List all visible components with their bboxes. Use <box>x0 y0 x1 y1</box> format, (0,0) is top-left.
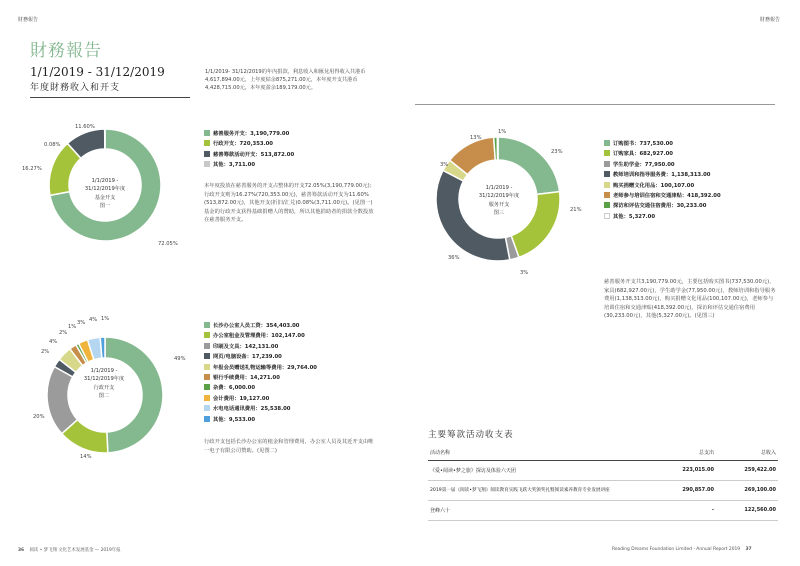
legend-label: 水电电话通讯费用：25,538.00 <box>213 406 291 413</box>
chart1-legend-item <box>204 130 294 140</box>
fund-table-title: 主要筹款活动收支表 <box>428 430 514 440</box>
legend-label: 网页/电脑设备：17,239.00 <box>213 354 282 361</box>
chart2-legend <box>204 322 317 426</box>
footer-left-text: 阅读 • 梦飞翔 文化艺术发展基金 — 2019年报 <box>29 548 121 553</box>
legend-label: 印刷及文具：142,131.00 <box>213 343 279 350</box>
legend-swatch <box>604 213 610 219</box>
period-heading: 1/1/2019 - 31/12/2019 <box>30 65 165 79</box>
legend-swatch <box>204 384 210 390</box>
legend-swatch <box>204 130 210 136</box>
header-right-label: 財務報告 <box>760 17 781 23</box>
legend-label: 教师培训和指导服务费：1,138,313.00 <box>613 172 711 179</box>
legend-label: 办公室租金及管理费用：102,147.00 <box>213 333 305 340</box>
legend-swatch <box>204 161 210 167</box>
chart2-center-line: 31/12/2019年度 <box>83 376 125 383</box>
legend-label: 探访和评估交通住宿费用：30,233.00 <box>613 203 707 210</box>
chart1-legend-item <box>204 161 294 171</box>
chart3-legend-item <box>604 171 721 181</box>
table-row <box>428 460 778 480</box>
chart1-center-line: 基金开支 <box>94 194 116 201</box>
chart2-legend-item <box>204 322 317 332</box>
legend-swatch <box>604 150 610 156</box>
chart2-pct-label: 2% <box>59 330 68 336</box>
chart2-center-line: 行政开支 <box>93 384 115 391</box>
legend-swatch <box>604 192 610 198</box>
legend-label: 会计费用：19,127.00 <box>213 395 270 402</box>
chart1-center-line: 31/12/2019年度 <box>84 186 126 193</box>
chart2-note: 行政开支包括长沙办公室的租金和管理费用，办公室人员及其近开支由唯一电子有限公司赞助。(见图二) <box>204 439 374 454</box>
chart3-center-line: 31/12/2019年度 <box>478 193 520 200</box>
legend-swatch <box>204 151 210 157</box>
header-left-label: 財務報告 <box>18 17 39 23</box>
chart3-center-line: 服务开支 <box>488 201 510 208</box>
intro-paragraph: 1/1/2019- 31/12/2019的年內捐款，利息收入和匯兌用得收入共港币4,617,894.00元，上年度結余875,271.00元，本年度开支共港币4,428,715.00元，本年度盈余189,179.00元。 <box>205 69 366 91</box>
legend-label: 购买捐赠文化用品：100,107.00 <box>613 182 695 189</box>
chart3-center-line: 图三 <box>493 210 505 217</box>
legend-label: 学生助学金：77,950.00 <box>613 161 675 168</box>
table-cell: 269,100.00 <box>744 487 776 493</box>
chart3-legend-item <box>604 140 721 150</box>
legend-label: 老师参与培训住宿和交通津贴：418,392.00 <box>613 192 721 199</box>
table-row <box>428 480 778 500</box>
chart2-legend-item <box>204 374 317 384</box>
chart2-pct-label: 4% <box>49 339 58 345</box>
chart3-legend-item <box>604 213 721 223</box>
legend-label: 杂费：6,000.00 <box>213 385 256 392</box>
chart1-legend-item <box>204 151 294 161</box>
legend-label: 慈善服务开支：3,190,779.00 <box>213 131 290 137</box>
chart2-pct-label: 14% <box>80 454 92 460</box>
chart1-pct-label: 11.60% <box>75 124 95 130</box>
legend-swatch <box>204 395 210 401</box>
donut-slice <box>497 137 498 160</box>
legend-swatch <box>204 140 210 146</box>
table-cell: 《爱•阅读•梦之旅》探访及体验六天团 <box>430 467 516 474</box>
footer-right <box>612 547 752 552</box>
legend-label: 长沙办公室人员工资：354,403.00 <box>213 323 300 329</box>
chart3-legend-item <box>604 182 721 192</box>
table-cell: 2019第一届《阅读•梦飞翔》阅读教育实践飞跃大奖颁奖礼暨阅读素养教育专业发展讲座 <box>430 488 610 493</box>
chart3-pct-label: 3% <box>440 162 449 168</box>
chart2-pct-label: 49% <box>174 356 186 362</box>
chart2-pct-label: 2% <box>41 349 50 355</box>
legend-label: 银行手续费用：14,271.00 <box>213 374 280 381</box>
chart3-pct-label: 36% <box>448 255 460 261</box>
table-header-cell: 总收入 <box>760 450 776 457</box>
legend-label: 其他：9,533.00 <box>213 416 256 423</box>
legend-label: 其他：3,711.00 <box>213 162 256 169</box>
chart3-legend-item <box>604 161 721 171</box>
table-cell: 259,422.00 <box>744 467 776 473</box>
right-top-divider <box>415 104 775 105</box>
chart3-legend-item <box>604 192 721 202</box>
legend-swatch <box>204 364 210 370</box>
legend-label: 订购家具：682,927.00 <box>613 151 673 158</box>
chart1-note: 本年度投放在慈善服务的开支占整体的开支72.05%(3,190,779.00元)；行政开支则为16.27%(720,353.00元)，慈善筹款活动开支为11.60%(513,872.00元)，其他开支(折旧/汇兑)0.08%(3,711.00元)。(见图一)基金的行政开支获得基础捐赠人的赞助，所以其他捐助者的捐款全数投放在慈善服务开支。 <box>204 183 375 224</box>
chart3-center-line: 1/1/2019 - <box>485 185 513 191</box>
chart2-legend-item <box>204 332 317 342</box>
chart2-center-label <box>74 367 134 401</box>
chart2-legend-item <box>204 395 317 405</box>
legend-label: 其他：5,327.00 <box>613 213 656 220</box>
legend-swatch <box>604 202 610 208</box>
chart3-legend-item <box>604 202 721 212</box>
table-row <box>428 500 778 520</box>
chart3-pct-label: 21% <box>570 207 582 213</box>
chart1-legend-item <box>204 140 294 150</box>
legend-swatch <box>204 343 210 349</box>
chart3-pct-label: 13% <box>470 135 482 141</box>
chart2-pct-label: 1% <box>68 324 77 330</box>
legend-swatch <box>604 161 610 167</box>
chart2-legend-item <box>204 405 317 415</box>
table-header-cell: 活动名称 <box>430 450 451 457</box>
page-number-right: 37 <box>745 547 752 552</box>
section-subtitle: 年度財務收入和开支 <box>30 83 121 93</box>
chart2-legend-item <box>204 384 317 394</box>
chart3-pct-label: 23% <box>551 149 563 155</box>
legend-label: 订购图书：737,530.00 <box>613 141 673 147</box>
chart3-note: 慈善服务开支共3,190,779.00元，主要包括购买图书(737,530.00元)，家具(682,927.00元)，学生助学金(77,950.00元)，教师培训和指导服务费用(1,138,313.00元)，购买捐赠文化用品(100,107.00元)，老师参与培训住宿和交通津贴(418,392.00元)，探访和评估交通住宿费用(30,233.00元)，其他(5,327.00元)。(见图三) <box>604 279 776 320</box>
legend-label: 年报会员赠送礼物运输等费用：29,764.00 <box>213 364 317 371</box>
chart1-legend <box>204 130 294 172</box>
chart1-pct-label: 16.27% <box>22 166 42 172</box>
chart2-center-line: 1/1/2019 - <box>90 368 118 374</box>
legend-swatch <box>204 353 210 359</box>
chart3-pct-label: 1% <box>498 129 507 135</box>
chart2-pct-label: 20% <box>33 414 45 420</box>
chart2-pct-label: 3% <box>77 320 86 326</box>
chart2-legend-item <box>204 353 317 363</box>
chart1-center-line: 1/1/2019 - <box>91 178 119 184</box>
footer-left <box>18 547 121 553</box>
table-cell: 223,015.00 <box>682 467 714 473</box>
page-number-left: 36 <box>18 548 25 553</box>
chart3-pct-label: 3% <box>520 270 529 276</box>
chart1-pct-label: 72.05% <box>158 241 178 247</box>
legend-label: 行政开支：720,353.00 <box>213 141 273 148</box>
fund-table <box>428 446 778 521</box>
chart1-center-label <box>75 177 135 211</box>
chart2-pct-label: 4% <box>89 317 98 323</box>
legend-swatch <box>204 322 210 328</box>
table-cell: 290,857.00 <box>682 487 714 493</box>
legend-swatch <box>604 140 610 146</box>
legend-swatch <box>204 405 210 411</box>
chart3-center-label <box>469 184 529 218</box>
chart1-pct-label: 0.08% <box>44 142 61 148</box>
legend-label: 慈善筹款活动开支：513,872.00 <box>213 151 295 158</box>
table-cell: 122,560.00 <box>744 507 776 513</box>
legend-swatch <box>204 374 210 380</box>
footer-right-text: Reading Dreams Foundation Limited - Annual Report 2019 <box>612 547 741 552</box>
chart2-legend-item <box>204 416 317 426</box>
chart3-legend <box>604 140 721 223</box>
table-cell: 登峰六十 <box>430 507 451 514</box>
table-cell: - <box>711 507 714 513</box>
legend-swatch <box>604 182 610 188</box>
fund-table-header <box>428 446 778 460</box>
legend-swatch <box>204 416 210 422</box>
page-title: 財務報告 <box>30 41 102 61</box>
table-header-cell: 总支出 <box>698 450 714 457</box>
chart3-legend-item <box>604 150 721 160</box>
legend-swatch <box>604 171 610 177</box>
chart2-legend-item <box>204 343 317 353</box>
chart2-center-line: 图二 <box>98 393 110 400</box>
chart1-center-line: 图一 <box>99 203 111 210</box>
chart2-pct-label: 1% <box>101 316 110 322</box>
title-divider <box>30 97 190 98</box>
legend-swatch <box>204 332 210 338</box>
chart2-legend-item <box>204 364 317 374</box>
